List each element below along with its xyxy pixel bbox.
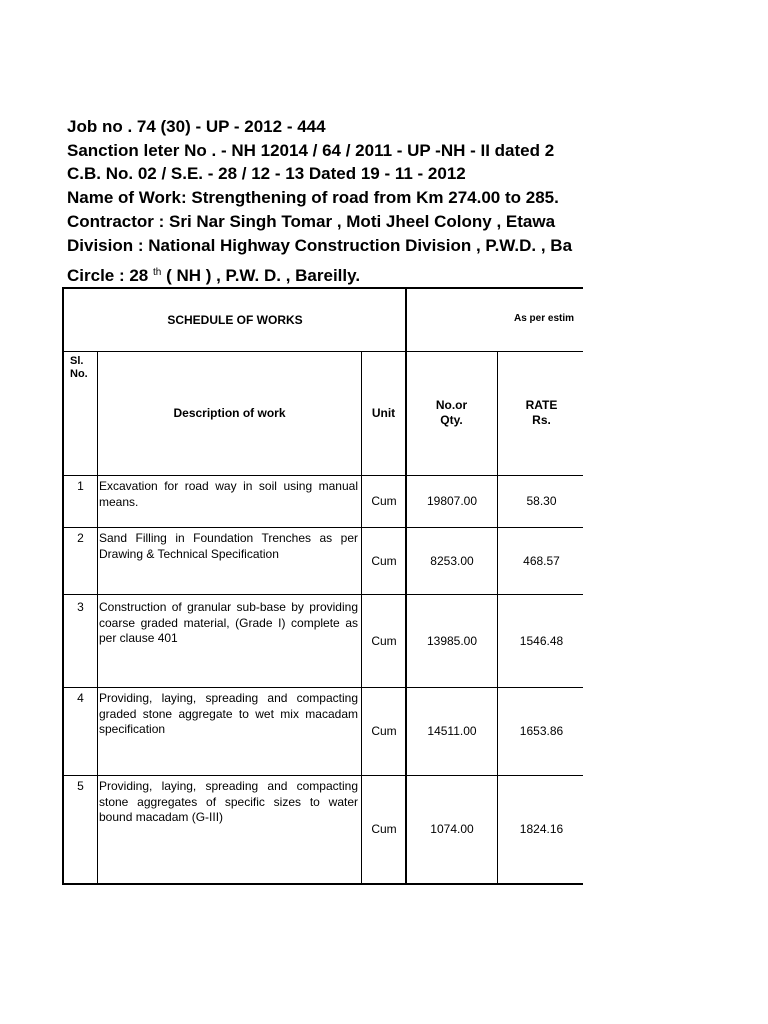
row-unit: Cum	[371, 494, 397, 508]
row-rate: 1653.86	[519, 724, 564, 738]
row-rate: 468.57	[523, 554, 560, 568]
qty-header-line2: Qty.	[440, 413, 463, 427]
row-unit: Cum	[371, 634, 397, 648]
row-description: Sand Filling in Foundation Trenches as per Drawing & Technical Specification	[99, 531, 358, 561]
qty-header	[406, 398, 497, 428]
circle	[67, 263, 360, 286]
sl-no-header-line2: No.	[70, 368, 88, 380]
row-qty: 1074.00	[430, 822, 474, 836]
circle-superscript: th	[153, 267, 162, 278]
row-description: Excavation for road way in soil using manual means.	[99, 479, 358, 509]
row-description: Construction of granular sub-base by providing coarse graded material, (Grade I) complete as per clause 401	[99, 600, 358, 645]
row-rate: 1824.16	[519, 822, 564, 836]
row-unit: Cum	[371, 822, 397, 836]
circle-suffix: ( NH ) , P.W. D. , Bareilly.	[161, 266, 361, 285]
row-description: Providing, laying, spreading and compacting graded stone aggregate to wet mix macadam specification	[99, 691, 358, 736]
row-sl-no: 3	[77, 600, 84, 614]
sl-no-header	[70, 355, 88, 381]
rate-header-line2: Rs.	[532, 413, 551, 427]
row-unit: Cum	[371, 554, 397, 568]
rate-header-line1: RATE	[525, 398, 558, 412]
row-sl-no: 4	[77, 691, 84, 705]
sanction-letter: Sanction leter No . - NH 12014 / 64 / 2011 - UP -NH - II dated 2	[67, 141, 555, 160]
row-qty: 14511.00	[427, 724, 477, 738]
row-rate: 1546.48	[519, 634, 564, 648]
cb-number: C.B. No. 02 / S.E. - 28 / 12 - 13 Dated 19 - 11 - 2012	[67, 164, 466, 183]
row-unit: Cum	[371, 724, 397, 738]
description-header: Description of work	[173, 406, 286, 420]
row-sl-no: 1	[77, 479, 84, 493]
row-rate: 58.30	[526, 494, 557, 508]
job-number: Job no . 74 (30) - UP - 2012 - 444	[67, 117, 326, 136]
row-qty: 19807.00	[426, 494, 478, 508]
unit-header: Unit	[371, 406, 396, 420]
contractor: Contractor : Sri Nar Singh Tomar , Moti Jheel Colony , Etawa	[67, 212, 556, 231]
qty-header-line1: No.or	[435, 398, 468, 412]
rate-header	[498, 398, 583, 428]
name-of-work: Name of Work: Strengthening of road from Km 274.00 to 285.	[67, 188, 559, 207]
schedule-of-works-heading: SCHEDULE OF WORKS	[167, 313, 303, 327]
row-sl-no: 5	[77, 779, 84, 793]
row-description: Providing, laying, spreading and compacting stone aggregates of specific sizes to water bound macadam (G-III)	[99, 779, 358, 824]
row-sl-no: 2	[77, 531, 84, 545]
division: Division : National Highway Construction Division , P.W.D. , Ba	[67, 236, 573, 255]
sl-no-header-line1: Sl.	[70, 355, 84, 367]
circle-prefix: Circle : 28	[67, 266, 149, 285]
estimate-heading: As per estim	[514, 313, 575, 324]
row-qty: 13985.00	[426, 634, 478, 648]
row-qty: 8253.00	[430, 554, 474, 568]
